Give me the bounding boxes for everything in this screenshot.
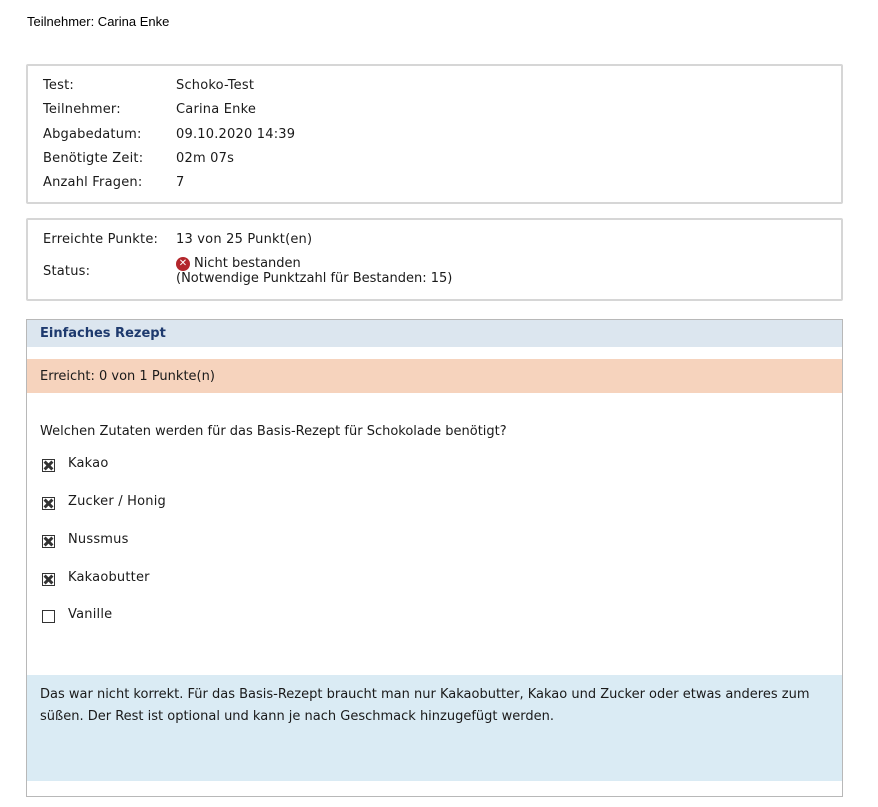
question-text: Welchen Zutaten werden für das Basis-Rezept für Schokolade benötigt? [40,424,507,439]
page-title: Teilnehmer: Carina Enke [27,14,170,29]
info-value: Schoko-Test [176,78,255,93]
status-block [176,256,452,286]
checkbox-unchecked-icon [42,610,55,623]
answer-option-label: Kakao [68,456,109,471]
info-key: Test: [43,78,74,93]
info-value: 7 [176,175,185,190]
checkbox-checked-icon [42,573,55,586]
question-score-bar [27,359,842,393]
test-info-panel [26,64,843,204]
fail-icon: ✕ [176,257,190,271]
result-panel [26,218,843,301]
feedback-text: Das war nicht korrekt. Für das Basis-Rezept braucht man nur Kakaobutter, Kakao und Zucker oder etwas anderes zum süßen. Der Rest ist optional und kann je nach Geschmack hinzugefügt werden. [40,687,810,724]
question-score: Erreicht: 0 von 1 Punkte(n) [40,369,215,384]
answer-option-label: Zucker / Honig [68,494,166,509]
info-key: Benötigte Zeit: [43,151,144,166]
answer-option-label: Vanille [68,607,113,622]
status-badge: Nicht bestanden [194,256,301,271]
question-title: Einfaches Rezept [40,326,166,341]
info-value: 09.10.2020 14:39 [176,127,296,142]
answer-option-label: Nussmus [68,532,129,547]
result-points-value: 13 von 25 Punkt(en) [176,232,313,247]
status-note: (Notwendige Punktzahl für Bestanden: 15) [176,271,453,286]
info-key: Anzahl Fragen: [43,175,143,190]
checkbox-checked-icon [42,535,55,548]
feedback-panel [27,675,842,781]
checkbox-checked-icon [42,497,55,510]
info-value: Carina Enke [176,102,257,117]
result-key: Erreichte Punkte: [43,232,159,247]
question-panel [26,319,843,797]
result-key: Status: [43,264,91,279]
info-key: Teilnehmer: [43,102,121,117]
info-value: 02m 07s [176,151,235,166]
checkbox-checked-icon [42,459,55,472]
answer-option-label: Kakaobutter [68,570,150,585]
status-line [176,256,452,271]
info-key: Abgabedatum: [43,127,142,142]
question-header [27,320,842,347]
